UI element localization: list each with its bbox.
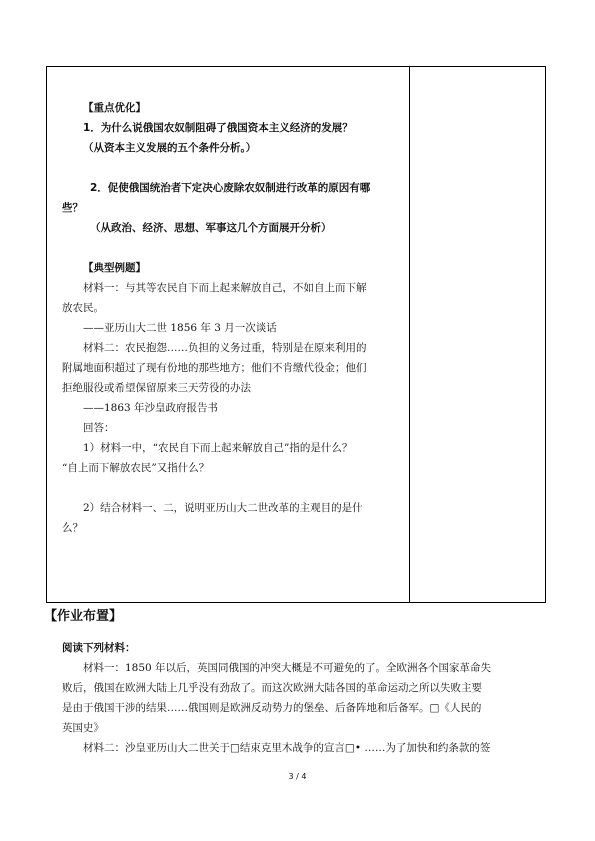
spacer xyxy=(62,478,402,498)
sub-question-2-line-1: 2）结合材料一、二，说明亚历山大二世改革的主观目的是什 xyxy=(83,502,363,514)
question-2-hint: （从政治、经济、思想、军事这几个方面展开分析） xyxy=(90,222,332,234)
page-number: 3 / 4 xyxy=(288,772,307,781)
material-2-line-1: 材料二：农民抱怨……负担的义务过重，特别是在原来利用的 xyxy=(83,342,367,354)
question-1-hint: （从资本主义发展的五个条件分析。） xyxy=(83,142,257,154)
sub-question-1-line-1: 1）材料一中，“农民自下而上起来解放自己”指的是什么？ xyxy=(83,442,353,454)
spacer xyxy=(62,158,402,178)
spacer xyxy=(62,238,402,258)
homework-material-1-line-4: 英国史》 xyxy=(62,722,104,734)
homework-material-2-line-1: 材料二：沙皇亚历山大二世关于□结束克里木战争的宣言□• ……为了加快和约条款的签 xyxy=(83,742,491,754)
table-main-cell xyxy=(62,98,402,538)
homework-heading: 【作业布置】 xyxy=(44,609,123,624)
table-column-divider xyxy=(409,66,410,603)
material-1-source: ——亚历山大二世 1856 年 3 月一次谈话 xyxy=(83,322,277,334)
homework-read-label: 阅读下列材料： xyxy=(62,642,136,654)
sub-question-2-line-2: 么？ xyxy=(62,522,83,534)
question-1: 1．为什么说俄国农奴制阻碍了俄国资本主义经济的发展？ xyxy=(83,122,353,134)
answer-label: 回答： xyxy=(83,422,115,434)
sub-question-1-line-2: “自上而下解放农民”又指什么？ xyxy=(62,462,210,474)
material-2-line-2: 附属地面积超过了现有份地的那些地方；他们不肯缴代役金；他们 xyxy=(62,362,367,374)
question-2-line-1: 2．促使俄国统治者下定决心废除农奴制进行改革的原因有哪 xyxy=(90,182,371,194)
material-1-line-2: 放农民。 xyxy=(62,302,104,314)
material-2-line-3: 拒绝服役或希望保留原来三天劳役的办法 xyxy=(62,382,251,394)
question-2-line-2: 些？ xyxy=(62,202,83,214)
homework-material-1-line-3: 是由于俄国干涉的结果……俄国则是欧洲反动势力的堡垒、后备阵地和后备军。□《人民的 xyxy=(62,702,482,714)
material-2-source: ——1863 年沙皇政府报告书 xyxy=(83,402,219,414)
typical-example-heading: 【典型例题】 xyxy=(83,262,146,274)
homework-section xyxy=(62,638,540,758)
focus-optimization-heading: 【重点优化】 xyxy=(83,102,146,114)
material-1-line-1: 材料一：与其等农民自下而上起来解放自己，不如自上而下解 xyxy=(83,282,367,294)
homework-material-1-line-2: 败后，俄国在欧洲大陆上几乎没有劲敌了。而这次欧洲大陆各国的革命运动之所以失败主要 xyxy=(62,682,482,694)
homework-material-1-line-1: 材料一：1850 年以后，英国同俄国的冲突大概是不可避免的了。全欧洲各个国家革命失 xyxy=(83,662,492,674)
